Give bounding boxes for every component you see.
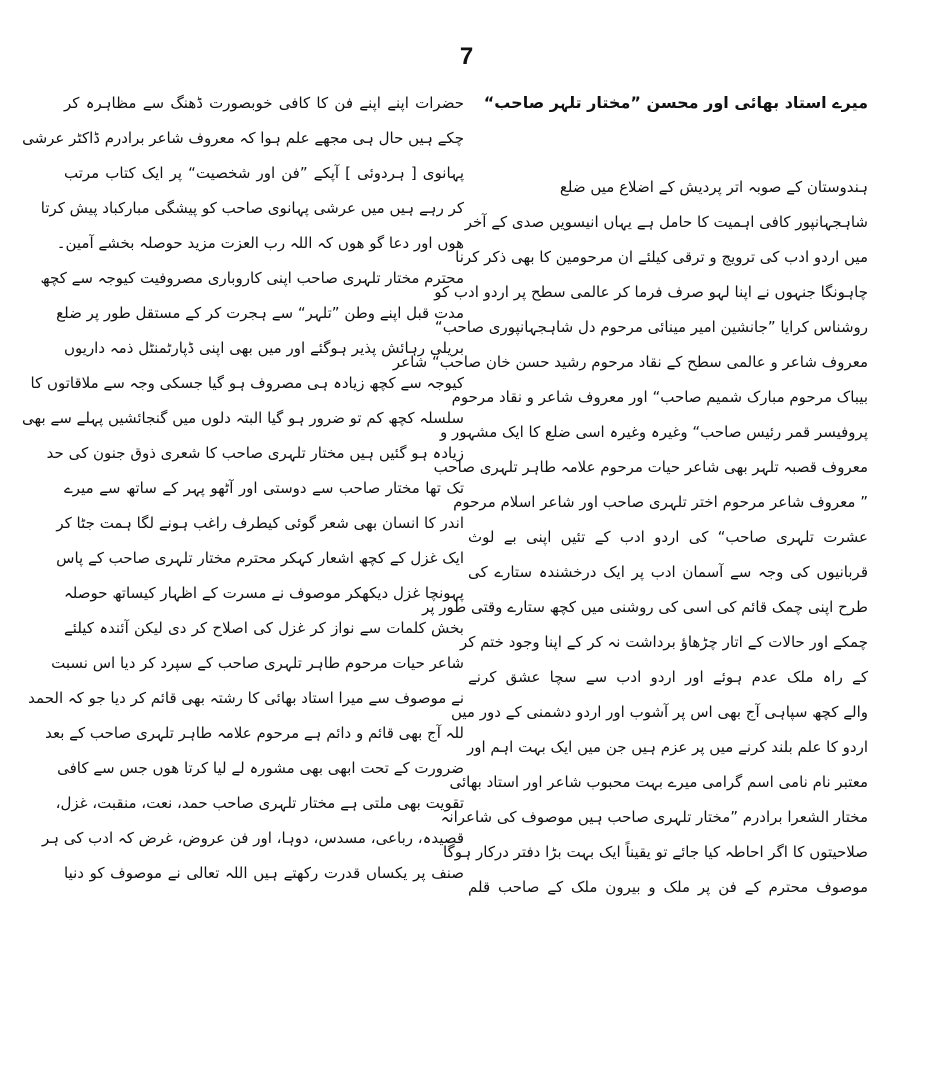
paragraph-line: مختار الشعرا برادرم ”مختار تلہری صاحب ہیں موصوف کی شاعرانہ <box>440 808 868 826</box>
paragraph-line: چاہونگا جنہوں نے اپنا لہو صرف فرما کر عالمی سطح پر اردو ادب کو <box>434 283 868 301</box>
paragraph-line: بیباک مرحوم مبارک شمیم صاحب“ اور معروف شاعر و نقاد مرحوم <box>451 388 868 406</box>
paragraph-line: روشناس کرایا ”جانشین امیر مینائی مرحوم دل شاہجہانپوری صاحب“ <box>434 318 868 336</box>
paragraph-line: پروفیسر قمر رئیس صاحب“ وغیرہ وغیرہ اسی ضلع کا ایک مشہور و <box>440 423 868 441</box>
paragraph-line: تقویت بھی ملتی ہے مختار تلہری صاحب حمد، نعت، منقبت، غزل، <box>55 794 464 812</box>
paragraph-line: نے موصوف سے میرا استاد بھائی کا رشتہ بھی قائم کر دیا جو کہ الحمد <box>28 689 464 707</box>
paragraph-line: موصوف محترم کے فن پر ملک و بیرون ملک کے صاحب قلم <box>468 878 868 896</box>
paragraph-line: تک تھا مختار صاحب سے دوستی اور آٹھو پہر کے ساتھ سے میرے <box>64 479 464 497</box>
paragraph-line: مدت قبل اپنے وطن ”تلہر“ سے ہجرت کر کے مستقل طور پر ضلع <box>56 304 464 322</box>
paragraph-line: کے راہ ملک عدم ہوئے اور اردو ادب سے سچا عشق کرنے <box>468 668 868 686</box>
paragraph-line: زیادہ ہو گئیں ہیں مختار تلہری صاحب کا شعری ذوق جنون کی حد <box>46 444 464 462</box>
paragraph-line: طرح اپنی چمک قائم کی اسی کی روشنی میں کچھ ستارے وقتی طور پر <box>422 598 868 616</box>
paragraph-line: بریلی رہائش پذیر ہوگئے اور میں بھی اپنی ڈپارٹمنٹل ذمہ داریوں <box>64 339 464 357</box>
paragraph-line: والے کچھ سپاہی آج بھی اس پر آشوب اور اردو دشمنی کے دور میں <box>450 703 868 721</box>
paragraph-line: اردو کا علم بلند کرنے میں پر عزم ہیں جن میں ایک بہت اہم اور <box>466 738 868 756</box>
paragraph-line: چکے ہیں حال ہی مجھے علم ہوا کہ معروف شاعر برادرم ڈاکٹر عرشی <box>22 129 464 147</box>
paragraph-line: ھوں اور دعا گو ھوں کہ اللہ رب العزت مزید حوصلہ بخشے آمین۔ <box>56 234 464 252</box>
paragraph-line: معتبر نام نامی اسم گرامی میرے بہت محبوب شاعر اور استاد بھائی <box>449 773 868 791</box>
paragraph-line: پہانوی [ ہردوئی ] آپکے ”فن اور شخصیت“ پر ایک کتاب مرتب <box>64 164 464 182</box>
paragraph-line: معروف شاعر و عالمی سطح کے نقاد مرحوم رشید حسن خان صاحب“ شاعر <box>392 353 868 371</box>
paragraph-line: صلاحیتوں کا اگر احاطہ کیا جائے تو یقیناً ایک بہت بڑا دفتر درکار ہوگا <box>442 843 868 861</box>
paragraph-line: ہندوستان کے صوبہ اتر پردیش کے اضلاع میں ضلع <box>559 178 868 196</box>
paragraph-line: للہ آج بھی قائم و دائم ہے مرحوم علامہ طاہر تلہری صاحب کے بعد <box>45 724 464 742</box>
paragraph-line: کیوجہ سے کچھ زیادہ ہی مصروف ہو گیا جسکی وجہ سے ملاقاتوں کا <box>30 374 464 392</box>
paragraph-line: بخش کلمات سے نواز کر غزل کی اصلاح کر دی لیکن آئندہ کیلئے <box>64 619 464 637</box>
paragraph-line: ایک غزل کے کچھ اشعار کہکر محترم مختار تلہری صاحب کے پاس <box>56 549 464 567</box>
paragraph-line: شاعر حیات مرحوم طاہر تلہری صاحب کے سپرد کر دیا اس نسبت <box>51 654 464 672</box>
paragraph-line: حضرات اپنے اپنے فن کا کافی خوبصورت ڈھنگ سے مظاہرہ کر <box>64 94 464 112</box>
paragraph-line: ” معروف شاعر مرحوم اختر تلہری صاحب اور شاعر اسلام مرحوم <box>453 493 868 511</box>
article-title: میرے استاد بھائی اور محسن ”مختار تلہر صاحب“ <box>483 93 868 112</box>
paragraph-line: قصیدہ، رباعی، مسدس، دوہا، اور فن عروض، غرض کہ ادب کی ہر <box>41 829 464 847</box>
paragraph-line: محترم مختار تلہری صاحب اپنی کاروباری مصروفیت کیوجہ سے کچھ <box>40 269 464 287</box>
paragraph-line: معروف قصبہ تلہر بھی شاعر حیات مرحوم علامہ طاہر تلہری صاحب <box>433 458 868 476</box>
paragraph-line: عشرت تلہری صاحب“ کی اردو ادب کے تئیں اپنی بے لوث <box>468 528 868 546</box>
paragraph-line: قربانیوں کی وجہ سے آسمان ادب پر ایک درخشندہ ستارے کی <box>468 563 868 581</box>
paragraph-line: اندر کا انسان بھی شعر گوئی کیطرف راغب ہونے لگا ہمت جٹا کر <box>56 514 464 532</box>
paragraph-line: میں اردو ادب کی ترویج و ترقی کیلئے ان مرحومین کا بھی ذکر کرنا <box>455 248 868 266</box>
paragraph-line: کر رہے ہیں میں عرشی پہانوی صاحب کو پیشگی مبارکباد پیش کرتا <box>40 199 464 217</box>
page-number: 7 <box>459 43 474 70</box>
paragraph-line: شاہجہانپور کافی اہمیت کا حامل ہے یہاں انیسویں صدی کے آخر <box>464 213 868 231</box>
paragraph-line: سلسلہ کچھ کم تو ضرور ہو گیا البتہ دلوں میں گنجائشیں پہلے سے بھی <box>22 409 464 427</box>
paragraph-line: صنف پر یکساں قدرت رکھتے ہیں اللہ تعالی نے موصوف کو دنیا <box>64 864 464 882</box>
paragraph-line: چمکے اور حالات کے اتار چڑھاؤ برداشت نہ کر کے اپنا وجود ختم کر <box>459 633 868 651</box>
paragraph-line: ضرورت کے تحت ابھی بھی مشورہ لے لیا کرتا ھوں جس سے کافی <box>57 759 464 777</box>
paragraph-line: پہونچا غزل دیکھکر موصوف نے مسرت کے اظہار کیساتھ حوصلہ <box>64 584 464 602</box>
